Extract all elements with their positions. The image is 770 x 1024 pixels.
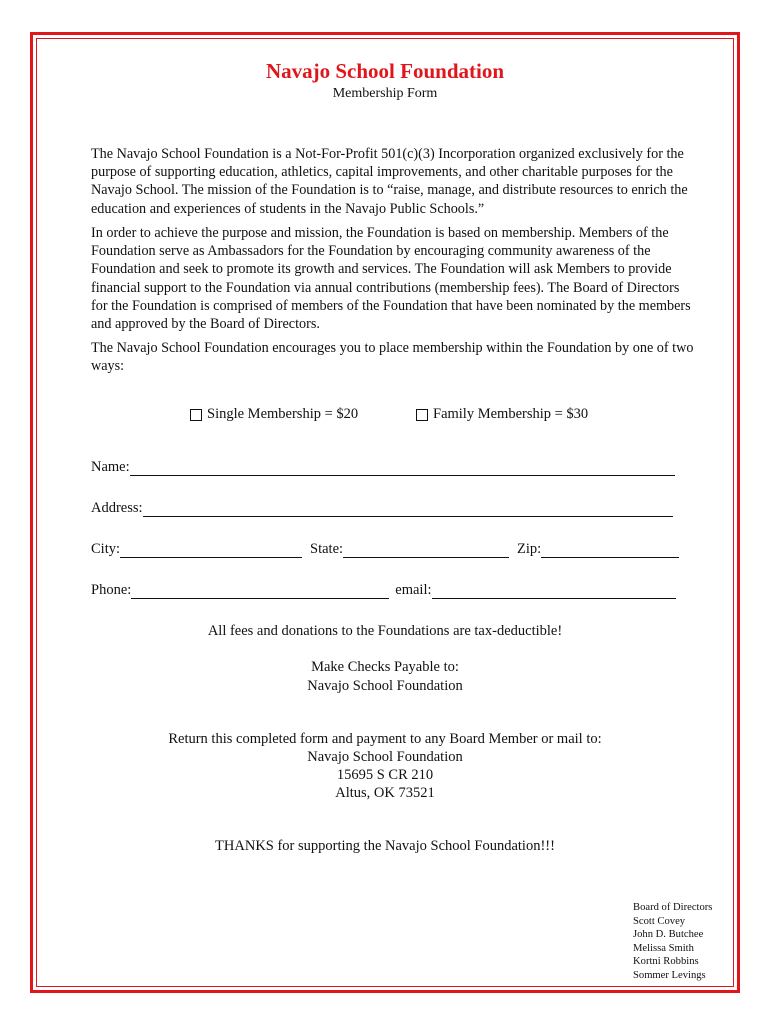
board-member: John D. Butchee: [633, 929, 704, 941]
checks-payee: Navajo School Foundation: [307, 678, 463, 694]
email-label: email:: [395, 582, 432, 598]
board-member: Melissa Smith: [633, 942, 694, 954]
state-input-line[interactable]: [343, 543, 509, 558]
return-instructions: Return this completed form and payment to any Board Member or mail to:: [168, 731, 602, 747]
name-label: Name:: [91, 459, 130, 475]
city-state-zip-row: [91, 540, 679, 558]
page-subtitle: Membership Form: [332, 86, 438, 101]
phone-email-row: [91, 581, 676, 599]
checks-payable-label: Make Checks Payable to:: [311, 659, 459, 675]
name-field: [91, 458, 675, 476]
family-membership-option[interactable]: [416, 406, 588, 423]
address-input-line[interactable]: [143, 502, 673, 517]
mail-address-street: 15695 S CR 210: [336, 767, 434, 783]
zip-label: Zip:: [517, 541, 542, 557]
intro-paragraph-1: The Navajo School Foundation is a Not-For-Profit 501(c)(3) Incorporation organized exclusively for the purpose of supporting education, athletics, capital improvements, and other charitable purposes for the Navajo School. The mission of the Foundation is to “raise, manage, and distribute resources to enrich the education and experiences of students in the Navajo Public Schools.”: [91, 146, 688, 217]
family-membership-checkbox[interactable]: [416, 409, 428, 421]
board-member: Scott Covey: [633, 915, 686, 927]
board-heading: Board of Directors: [633, 902, 713, 913]
zip-input-line[interactable]: [541, 543, 679, 558]
intro-paragraph-3: The Navajo School Foundation encourages you to place membership within the Foundation by one of two ways:: [91, 340, 694, 375]
city-input-line[interactable]: [120, 543, 302, 558]
single-membership-label: Single Membership = $20: [207, 406, 359, 422]
board-of-directors: [633, 901, 712, 983]
phone-label: Phone:: [91, 582, 132, 598]
page-title: Navajo School Foundation: [265, 59, 505, 83]
phone-input-line[interactable]: [131, 584, 389, 599]
single-membership-option[interactable]: [190, 406, 358, 423]
address-field: [91, 499, 673, 517]
single-membership-checkbox[interactable]: [190, 409, 202, 421]
board-member: Kortni Robbins: [633, 956, 699, 968]
mail-address-name: Navajo School Foundation: [307, 749, 463, 765]
intro-paragraph-2: In order to achieve the purpose and mission, the Foundation is based on membership. Members of the Foundation serve as Ambassadors for the Foundation by encouraging community awareness of the Foundation and seek to promote its growth and services. The Foundation will ask Members to provide financial support to the Foundation via annual contributions (membership fees). The Board of Directors for the Foundation is comprised of members of the Foundation that have been nominated by the members and approved by the Board of Directors.: [91, 225, 691, 333]
state-label: State:: [310, 541, 344, 557]
board-member: Sommer Levings: [633, 969, 706, 981]
family-membership-label: Family Membership = $30: [433, 406, 589, 422]
mail-address-city: Altus, OK 73521: [335, 785, 435, 801]
address-label: Address:: [91, 500, 143, 516]
tax-deductible-note: All fees and donations to the Foundations are tax-deductible!: [207, 623, 563, 639]
thanks-message: THANKS for supporting the Navajo School Foundation!!!: [215, 838, 555, 854]
email-input-line[interactable]: [432, 584, 676, 599]
name-input-line[interactable]: [130, 461, 675, 476]
city-label: City:: [91, 541, 121, 557]
